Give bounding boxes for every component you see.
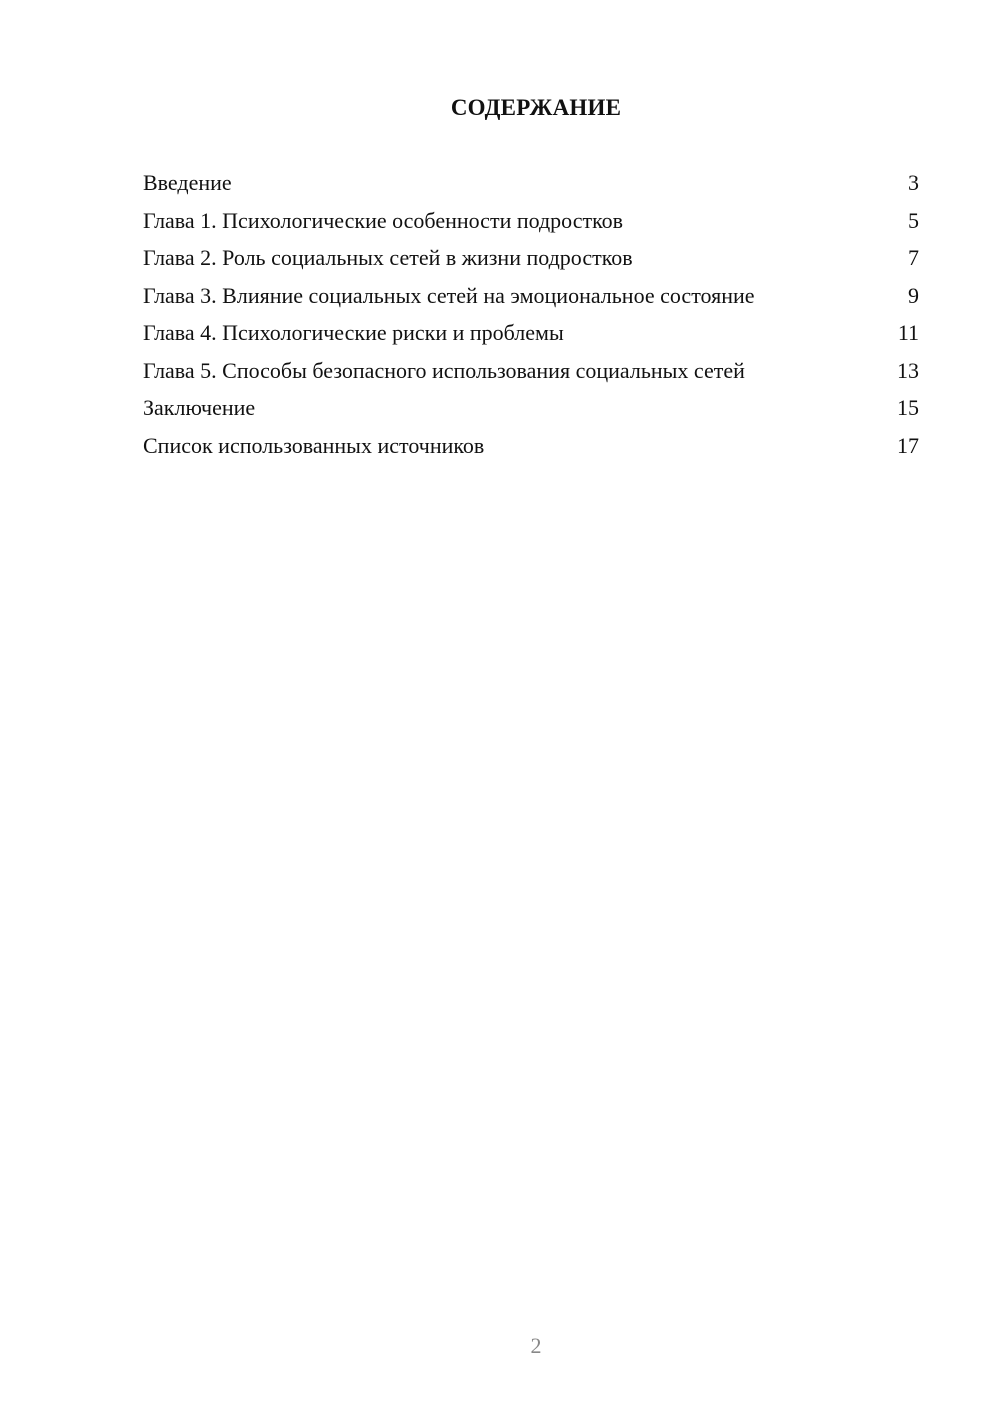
toc-entry-title: Глава 3. Влияние социальных сетей на эмоциональное состояние [143, 282, 755, 308]
page-number: 2 [530, 1333, 542, 1358]
toc-entry [143, 283, 919, 309]
toc-entry [143, 395, 919, 421]
table-of-contents [143, 170, 919, 470]
toc-entry-page: 3 [908, 170, 919, 195]
toc-entry-page: 7 [908, 245, 919, 270]
toc-entry-title: Глава 5. Способы безопасного использования социальных сетей [143, 357, 745, 383]
toc-entry [143, 320, 919, 346]
toc-entry-page: 9 [908, 282, 919, 308]
toc-entry-title: Введение [143, 170, 232, 195]
page-title: СОДЕРЖАНИЕ [450, 95, 622, 120]
toc-entry-page: 5 [908, 207, 919, 233]
toc-entry-page: 11 [897, 320, 919, 345]
toc-entry [143, 245, 919, 271]
toc-entry-title: Глава 2. Роль социальных сетей в жизни подростков [143, 245, 633, 270]
toc-entry [143, 208, 919, 234]
toc-entry-title: Глава 4. Психологические риски и проблемы [143, 320, 564, 345]
toc-entry [143, 433, 919, 459]
toc-entry-page: 13 [897, 357, 919, 383]
toc-entry [143, 358, 919, 384]
toc-entry-title: Глава 1. Психологические особенности подростков [143, 207, 624, 233]
toc-entry-page: 15 [897, 395, 919, 420]
toc-entry-title: Список использованных источников [143, 432, 485, 458]
toc-entry-title: Заключение [143, 395, 256, 420]
toc-entry [143, 170, 919, 196]
toc-entry-page: 17 [897, 432, 919, 458]
